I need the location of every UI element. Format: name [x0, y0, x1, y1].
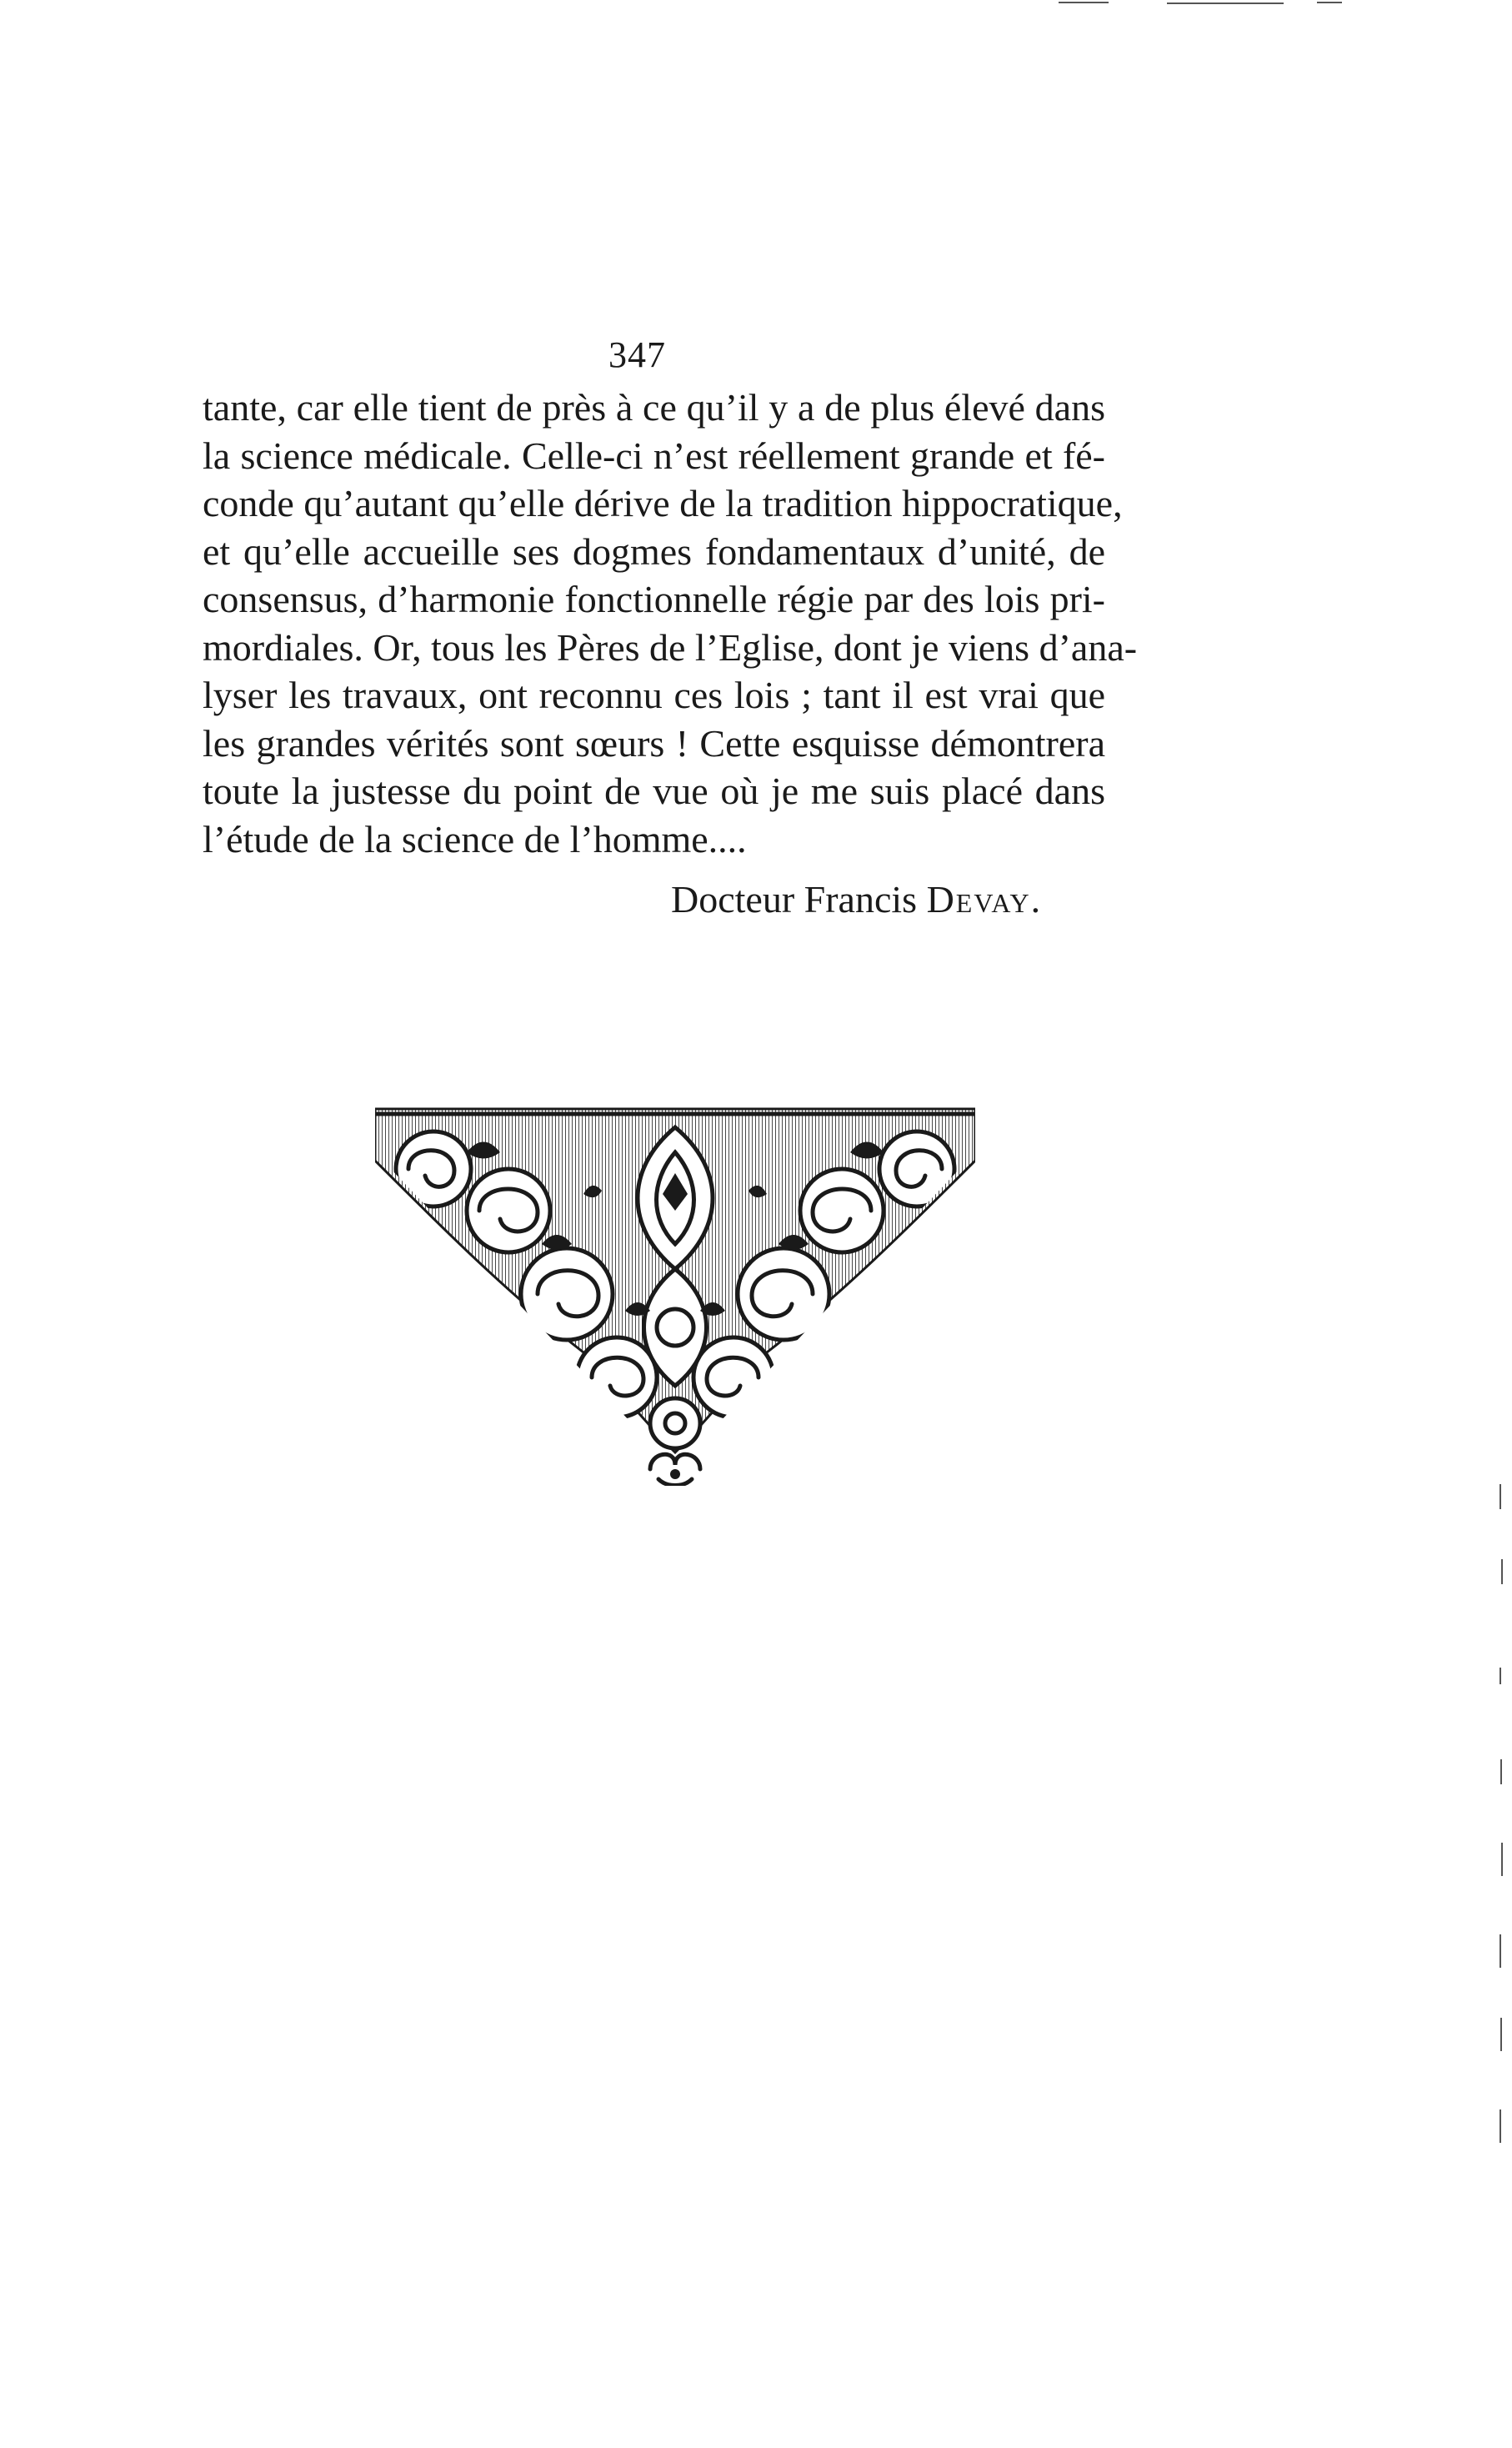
page-number: 347	[608, 334, 666, 375]
signature-prefix: Docteur Francis	[671, 878, 918, 921]
signature	[671, 877, 1042, 921]
text-line: la science médicale. Celle-ci n’est réellement grande et fé-	[203, 434, 1105, 477]
text-line: et qu’elle accueille ses dogmes fondamentaux d’unité, de	[203, 529, 1105, 573]
text-line: consensus, d’harmonie fonctionnelle régie par des lois pri-	[203, 578, 1105, 620]
arabesque-tailpiece-ornament	[375, 1102, 975, 1486]
text-line: conde qu’autant qu’elle dérive de la tradition hippocratique,	[203, 482, 1123, 524]
signature-surname: Devay.	[926, 878, 1043, 921]
text-line: toute la justesse du point de vue où je me suis placé dans	[203, 770, 1105, 812]
text-line: l’étude de la science de l’homme....	[203, 817, 747, 860]
text-line: les grandes vérités sont sœurs ! Cette esquisse démontrera	[203, 721, 1105, 765]
text-line: tante, car elle tient de près à ce qu’il y a de plus élevé dans	[203, 386, 1105, 429]
text-line: mordiales. Or, tous les Pères de l’Eglise, dont je viens d’ana-	[203, 625, 1138, 669]
text-line: lyser les travaux, ont reconnu ces lois ; tant il est vrai que	[203, 674, 1105, 716]
body-paragraph	[203, 384, 1138, 863]
